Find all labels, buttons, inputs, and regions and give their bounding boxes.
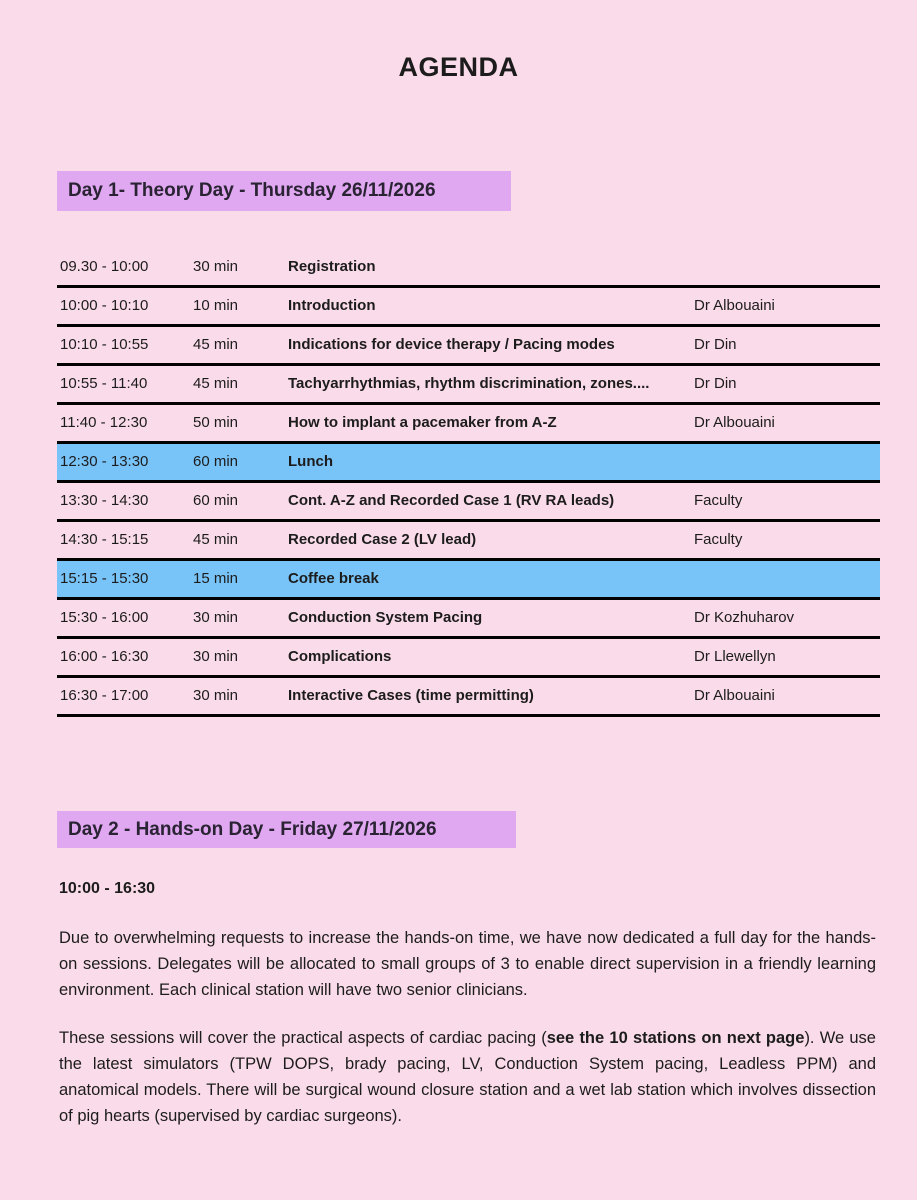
session-speaker: Dr Albouaini — [694, 297, 775, 314]
session-title: Indications for device therapy / Pacing modes — [288, 336, 615, 353]
session-title: Tachyarrhythmias, rhythm discrimination, zones.... — [288, 375, 650, 392]
day2-time: 10:00 - 16:30 — [59, 880, 156, 897]
session-time: 09.30 - 10:00 — [60, 258, 149, 275]
session-title: Registration — [288, 258, 376, 275]
session-duration: 30 min — [193, 609, 239, 626]
session-duration: 60 min — [193, 492, 239, 509]
session-time: 10:55 - 11:40 — [60, 375, 148, 392]
session-duration: 30 min — [193, 687, 239, 704]
agenda-break-row — [57, 444, 880, 483]
session-speaker: Dr Albouaini — [694, 687, 775, 704]
session-duration: 45 min — [193, 531, 239, 548]
agenda-row — [57, 327, 880, 366]
agenda-break-row — [57, 561, 880, 600]
session-duration: 30 min — [193, 258, 239, 275]
day1-banner: Day 1- Theory Day - Thursday 26/11/2026 — [57, 171, 511, 211]
session-speaker: Dr Din — [694, 375, 737, 392]
session-speaker: Dr Albouaini — [694, 414, 775, 431]
session-speaker: Faculty — [694, 531, 743, 548]
session-title: Introduction — [288, 297, 376, 314]
session-time: 10:00 - 10:10 — [60, 297, 149, 314]
session-title: Interactive Cases (time permitting) — [288, 687, 534, 704]
session-speaker: Dr Kozhuharov — [694, 609, 795, 626]
session-speaker: Dr Din — [694, 336, 737, 353]
agenda-row — [57, 366, 880, 405]
page-title: AGENDA — [398, 52, 519, 82]
paragraph-text: These sessions will cover the practical aspects of cardiac pacing ( — [59, 1029, 547, 1047]
day2-sessions-description — [59, 1025, 876, 1129]
session-title: Complications — [288, 648, 392, 665]
session-title: Recorded Case 2 (LV lead) — [288, 531, 477, 548]
session-duration: 30 min — [193, 648, 239, 665]
session-title: Lunch — [288, 453, 333, 470]
session-duration: 50 min — [193, 414, 239, 431]
session-title: How to implant a pacemaker from A-Z — [288, 414, 557, 431]
day1-agenda-table — [57, 249, 880, 717]
agenda-row — [57, 639, 880, 678]
session-duration: 45 min — [193, 336, 239, 353]
session-time: 12:30 - 13:30 — [60, 453, 149, 470]
session-time: 14:30 - 15:15 — [60, 531, 149, 548]
agenda-row — [57, 483, 880, 522]
session-duration: 15 min — [193, 570, 239, 587]
session-time: 15:15 - 15:30 — [60, 570, 149, 587]
session-time: 15:30 - 16:00 — [60, 609, 149, 626]
session-time: 13:30 - 14:30 — [60, 492, 149, 509]
agenda-row — [57, 600, 880, 639]
session-speaker: Dr Llewellyn — [694, 648, 776, 665]
session-time: 16:30 - 17:00 — [60, 687, 149, 704]
session-duration: 45 min — [193, 375, 239, 392]
session-title: Cont. A-Z and Recorded Case 1 (RV RA leads) — [288, 492, 615, 509]
agenda-row — [57, 288, 880, 327]
session-title: Coffee break — [288, 570, 379, 587]
agenda-row — [57, 249, 880, 288]
session-time: 16:00 - 16:30 — [60, 648, 149, 665]
session-duration: 10 min — [193, 297, 239, 314]
agenda-row — [57, 678, 880, 717]
agenda-row — [57, 522, 880, 561]
session-time: 10:10 - 10:55 — [60, 336, 149, 353]
paragraph-text: ). We use the latest simulators (TPW DOPS, brady pacing, LV, Conduction System pacing, Leadless PPM) and anatomical models. There will be surgical wound closure station and a wet lab station which involves dissection of pig hearts (supervised by cardiac surgeons). — [59, 1029, 876, 1125]
session-time: 11:40 - 12:30 — [60, 414, 148, 431]
agenda-row — [57, 405, 880, 444]
session-title: Conduction System Pacing — [288, 609, 483, 626]
session-duration: 60 min — [193, 453, 239, 470]
day2-description: Due to overwhelming requests to increase the hands-on time, we have now dedicated a full day for the hands-on sessions. Delegates will be allocated to small groups of 3 to enable direct supervision in a friendly learning environment. Each clinical station will have two senior clinicians. — [59, 929, 876, 999]
session-speaker: Faculty — [694, 492, 743, 509]
day2-banner: Day 2 - Hands-on Day - Friday 27/11/2026 — [57, 811, 516, 848]
stations-reference: see the 10 stations on next page — [546, 1029, 805, 1047]
